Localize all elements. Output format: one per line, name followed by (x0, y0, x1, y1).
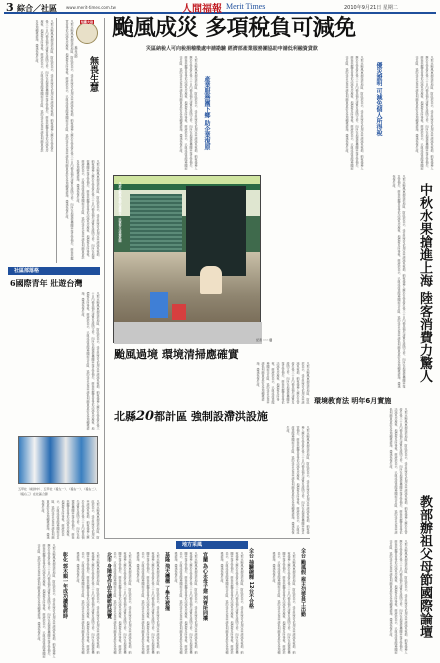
lead-headline: 颱風成災 多項稅負可減免 (112, 15, 356, 41)
section-bar-community: 社區部落格 (8, 267, 100, 275)
local-item-1: 北市 身障者作品在總統府展覽 (106, 552, 112, 619)
photo-red-bin (172, 304, 186, 320)
lead-subhead: 災區納稅人可向稅捐稽徵處申請勘驗 經濟部產業服務團協助申請低利融資貸款 (146, 46, 318, 52)
column-author: 慈容法師 (74, 46, 78, 58)
column-text-a: 凡那比颱風重創南部地區，財政部表示，受災民眾可依規定申請減免稅捐，納稅義務人應於災害發生後三十日內檢具損失清單及證明文件，向所在地稽徵機關申報災害損失，經查核屬實者得依法減免房屋稅、地價稅及所得稅。經濟部表示，已組成產業服務團前往災區，協助受災企業申請低利融資貸款及各項輔導措施，盡速恢復生產。 (65, 20, 74, 260)
local-text-3: 凡那比颱風重創南部地區，財政部表示，受災民眾可依規定申請減免稅捐，納稅義務人應於災害發生後三十日內檢具損失清單及證明文件，向所在地稽徵機關申報災害損失，經查核屬實者得依法減免房屋稅、地價稅及所得稅。經濟部表示，已組成產業服務團前往災區，協助受災企業申請低利融資貸款及各項輔導措施，盡速恢復生產。 (136, 552, 160, 654)
page-header (4, 2, 436, 14)
local-item-2: 彰化 郭木順一年成功讀報經時 (62, 552, 68, 619)
column-badge: 短觀大語 (81, 20, 94, 24)
columnist-portrait-icon (76, 22, 98, 44)
local-item-3: 基隆 飛天機構 了學生被撞 (164, 552, 170, 611)
local-text-2: 凡那比颱風重創南部地區，財政部表示，受災民眾可依規定申請減免稅捐，納稅義務人應於災害發生後三十日內檢具損失清單及證明文件，向所在地稽徵機關申報災害損失，經查核屬實者得依法減免房屋稅、地價稅及所得稅。經濟部表示，已組成產業服務團前往災區，協助受災企業申請低利融資貸款及各項輔導措施，盡速恢復生產。 (76, 552, 100, 654)
column-divider-2 (104, 18, 105, 538)
local-text-a: 凡那比颱風重創南部地區，財政部表示，受災民眾可依規定申請減免稅捐，納稅義務人應於災害發生後三十日內檢具損失清單及證明文件，向所在地稽徵機關申報災害損失，經查核屬實者得依法減免房屋稅、地價稅及所得稅。經濟部表示，已組成產業服務團前往災區，協助受災企業申請低利融資貸款及各項輔導措施，盡速恢復生產。 (37, 544, 56, 658)
local-item-5: 全台 抽驗碗粿 12台不合格 (248, 548, 254, 609)
h3-prefix: 北縣 (114, 410, 136, 423)
row-divider (104, 538, 310, 539)
photo-floor (114, 322, 262, 344)
section-label: 綜合／社區 (17, 4, 57, 13)
story4-text: 凡那比颱風重創南部地區，財政部表示，受災民眾可依規定申請減免稅捐，納稅義務人應於災害發生後三十日內檢具損失清單及證明文件，向所在地稽徵機關申報災害損失，經查核屬實者得依法減免房屋稅、地價稅及所得稅。經濟部表示，已組成產業服務團前往災區，協助受災企業申請低利融資貸款及各項輔導措施，盡速恢復生產。 (389, 408, 408, 534)
community-photo (18, 436, 98, 484)
headline-environment-education: 環境教育法 明年6月實施 (314, 397, 392, 405)
local-text-1: 凡那比颱風重創南部地區，財政部表示，受災民眾可依規定申請減免稅捐，納稅義務人應於災害發生後三十日內檢具損失清單及證明文件，向所在地稽徵機關申報災害損失，經查核屬實者得依法減免房屋稅、地價稅及所得稅。經濟部表示，已組成產業服務團前往災區，協助受災企業申請低利融資貸款及各項輔 (113, 552, 132, 654)
site-url: www.merit-times.com.tw (66, 5, 116, 10)
headline-fruit-shanghai: 中秋水果搶進上海 陸客消費力驚人 (417, 183, 432, 383)
local-text-5: 凡那比颱風重創南部地區，財政部表示，受災民眾可依規定申請減免稅捐，納稅義務人應於災害發生後三十日內檢具損失清單及證明文件，向所在地稽徵機關申報災害損失，經查核屬實者得依法減免房屋稅、地價稅及所得稅。經濟部表示，已組成產業服務團前往災區，協助受災企業申請低利融資貸款及各項輔導措施，盡速恢復生產。 (220, 552, 244, 654)
section-bar-local: 地方采風 (176, 541, 248, 549)
community-headline: 6國際青年 壯遊台灣 (10, 278, 83, 288)
photo-person (200, 266, 222, 294)
headline-grandparents-forum: 教部辦祖父母節國際論壇 (417, 495, 432, 638)
lead-text-d: 凡那比颱風重創南部地區，財政部表示，受災民眾可依規定申請減免稅捐，納稅義務人應於災害發生後三十日內檢具損失清單及證明文件，向所在地稽徵機關申報災害損失，經查核屬實者得依法減免房屋稅、地價稅及所得稅。經濟部表示，已組成產業服務團前往災區，協助受災企業申請低利融資貸款及各項輔導措施，盡速恢復生產。 (392, 175, 406, 388)
story5-text: 凡那比颱風重創南部地區，財政部表示，受災民眾可依規定申請減免稅捐，納稅義務人應於災害發生後三十日內檢具損失清單及證明文件，向所在地稽徵機關申報災害損失，經查核屬實者得依法減免房屋稅、地價稅及所得稅。經濟部表示，已組成產業服務團前往災區，協助受災企業申請低利融資貸款及各項輔導措施，盡速恢復生產。 (389, 540, 408, 654)
community-text: 凡那比颱風重創南部地區，財政部表示，受災民眾可依規定申請減免稅捐，納稅義務人應於災害發生後三十日內檢具損失清單及證明文件，向所在地稽徵機關申報災害損失，經查核屬實者得依法減免房屋稅、地價稅及所得稅。經濟部表示，已組成產業服務團前往災區，協助受災企業申請低利融資貸款及各項輔導措施，盡速恢復生產。 (81, 292, 100, 430)
photo-doorway (186, 186, 246, 276)
lead-side-head-right: 優災證明 可減免個人所得稅 (375, 62, 382, 137)
lead-text-c: 凡那比颱風重創南部地區，財政部表示，受災民眾可依規定申請減免稅捐，納稅義務人應於災害發生後三十日內檢具損失清單及證明文件，向所在地稽徵機關申報災害損失，經查核屬實者得依法減免房屋稅、地價稅及所得稅。經濟部表示，已組成產業服務團前往災區，協助受災企業申請低利融資貸款及各項輔導措施，盡速恢復生產。 (415, 56, 434, 170)
story3-text: 凡那比颱風重創南部地區，財政部表示，受災民眾可依規定申請減免稅捐，納稅義務人應於災害發生後三十日內檢具損失清單及證明文件，向所在地稽徵機關申報災害損失，經查核屬實者得依法減免房屋稅、地價稅及所得稅。經濟部表示，已組成產業服務團前往災區，協助受災企業申請低利融資貸款及各項輔導措施，盡速恢復生產。 (286, 426, 310, 534)
column-title: 無畏生慧 (88, 56, 98, 92)
community-text-b: 凡那比颱風重創南部地區，財政部表示，受災民眾可依規定申請減免稅捐，納稅義務人應於災害發生後三十日內檢具損失清單及證明文件，向所在地稽徵機關申報災害損失，經查核屬實者得依法減免房屋稅、地價稅及所得稅。經濟部表示，已組成產業服務團前往災區，協助受災企業申請低利融資貸款及各項輔導措施，盡速恢復生產。 (41, 500, 100, 539)
masthead-logo: 人間福報 (182, 4, 222, 15)
lead-photo (113, 175, 261, 343)
page-number: 3 (6, 1, 14, 14)
story2-text: 凡那比颱風重創南部地區，財政部表示，受災民眾可依規定申請減免稅捐，納稅義務人應於災害發生後三十日內檢具損失清單及證明文件，向所在地稽徵機關申報災害損失，經查核屬實者得依法減免房屋稅、地價稅及所得稅。經濟部表示，已組成產業服務團前往災區，協助受災企業申請低利融資貸款及各項輔導措施，盡速恢復生產。 (256, 362, 310, 404)
lead-text-b: 凡那比颱風重創南部地區，財政部表示，受災民眾可依規定申請減免稅捐，納稅義務人應於災害發生後三十日內檢具損失清單及證明文件，向所在地稽徵機關申報災害損失，經查核屬實者得依法減免房屋稅、地價稅及所得稅。經濟部表示，已組成產業服務團前往災區，協助受災企業申請低利融資貸款及各項輔導措施，盡速恢復生產。 (345, 56, 364, 170)
masthead-english: Merit Times (226, 2, 266, 11)
lead-side-head-left: 產業服務團下鄉 助企業復原 (203, 76, 210, 151)
left-column-text: 凡那比颱風重創南部地區，財政部表示，受災民眾可依規定申請減免稅捐，納稅義務人應於災害發生後三十日內檢具損失清單及證明文件，向所在地稽徵機關申報災害損失，經查核屬實者得依法減免房屋稅、地價稅及所得稅。經濟部表示，已組成產業服務團前往災區，協助受災企業申請低利融資貸款及各項輔導措施，盡速恢復生產。 (35, 20, 54, 152)
local-text-4: 凡那比颱風重創南部地區，財政部表示，受災民眾可依規定申請減免稅捐，納稅義務人應於災害發生後三十日內檢具損失清單及證明文件，向所在地稽徵機關申報災害損失，經查核屬實者得依法減免房屋稅、地價稅及所得稅。經濟部表示，已組成產業服務團前往災區，協助受災企業申請低利融資貸款及各項輔導措施，盡速恢復生產。 (174, 552, 198, 654)
h3-number: 20 (136, 409, 155, 424)
lead-photo-caption: 凡那比颱風重創高雄縣市，民眾努力清掃家園 (118, 182, 122, 242)
local-item-6: 全台 颱風假 雇主勿要員工出勤 (300, 548, 306, 617)
headline-taipei-county (114, 408, 268, 424)
photo-shutter (130, 194, 182, 252)
issue-date: 2010年9月21日 星期二 (344, 5, 398, 11)
column-text-b: 凡那比颱風重創南部地區，財政部表示，受災民眾可依規定申請減免稅捐，納稅義務人應於災害發生後三十日內檢具損失清單及證明文件，向所在地稽徵機關申報災害損失，經查核屬實者得依法減免房屋稅、地價稅及所得稅。經濟部表示，已組成產業服務團前往災區，協助受災企業申請低利融資貸款及各項輔導措施，盡速恢復生產。 (76, 160, 100, 259)
local-text-6: 凡那比颱風重創南部地區，財政部表示，受災民眾可依規定申請減免稅捐，納稅義務人應於災害發生後三十日內檢具損失清單及證明文件，向所在地稽徵機關申報災害損失，經查核屬實者得依法減免房屋稅、地價稅及所得稅。經濟部表示，已組成產業服務團前往災區，協助受災企業申請低利融資貸款及各項輔導措施，盡速恢復生產。 (272, 552, 296, 654)
lead-text-a: 凡那比颱風重創南部地區，財政部表示，受災民眾可依規定申請減免稅捐，納稅義務人應於災害發生後三十日內檢具損失清單及證明文件，向所在地稽徵機關申報災害損失，經查核屬實者得依法減免房屋稅、地價稅及所得稅。經濟部表示，已組成產業服務團前往災區，協助受災企業申請低利融資貸款及各項輔導措施，盡速恢復生產。 (179, 56, 198, 170)
lead-photo-credit: 記者 ○○○ 攝 (256, 338, 273, 342)
h3-suffix: 都計區 強制設滯洪設施 (154, 410, 268, 423)
local-item-4: 宜蘭 為心永母子建 列齊所同攘 (202, 552, 208, 621)
headline-typhoon-cleanup: 颱風過境 環境清掃應確實 (114, 348, 239, 361)
community-photo-caption: 五甲社（前排中）、五甲社（後左一）、（後右一）、（後右二）、（後右三）在社區合影 (18, 487, 100, 496)
photo-blue-bin (150, 292, 168, 318)
